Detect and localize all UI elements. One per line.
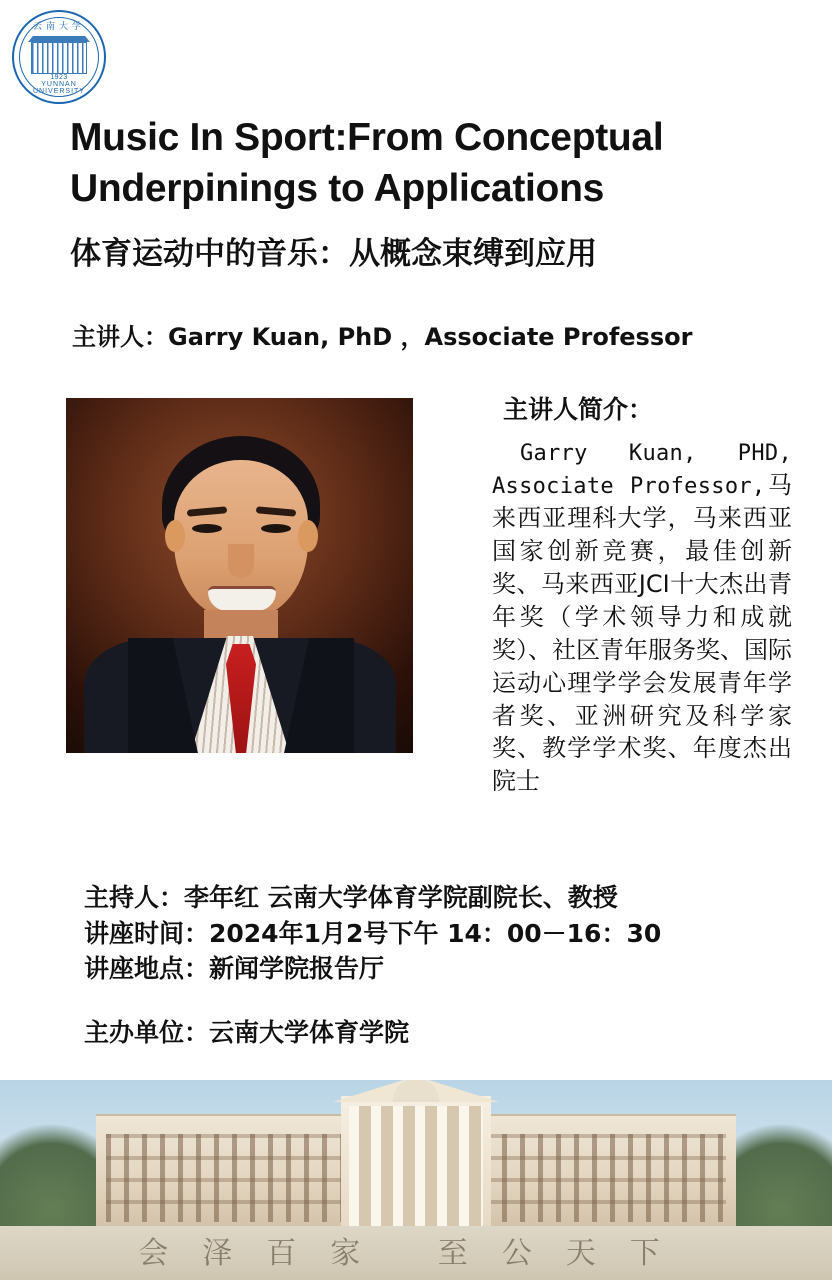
logo-founding-year: 1923 — [50, 74, 68, 81]
lecture-details — [84, 880, 784, 1050]
portrait-eye-right — [261, 524, 291, 533]
detail-organizer: 主办单位：云南大学体育学院 — [84, 1017, 410, 1047]
logo-chinese-name: 云南大学 — [32, 22, 85, 32]
speaker-line: 主讲人：Garry Kuan, PhD ，Associate Professor — [72, 323, 693, 351]
bio-latin-text: Garry Kuan, PHD, Associate Professor, — [492, 441, 792, 500]
footer-columns — [349, 1106, 483, 1228]
lecture-title-chinese: 体育运动中的音乐：从概念束缚到应用 — [70, 236, 597, 272]
speaker-portrait — [66, 398, 413, 753]
logo-seal — [12, 10, 106, 104]
campus-building-image — [0, 1080, 832, 1280]
lecture-title-english: Music In Sport:From Conceptual Underpinings to Applications — [70, 116, 664, 211]
university-logo — [8, 8, 156, 108]
detail-host: 主持人：李年红 云南大学体育学院副院长、教授 — [84, 883, 618, 912]
portrait-ear-left — [165, 520, 185, 552]
portrait-mouth — [208, 586, 276, 611]
footer-building-portico — [341, 1096, 491, 1228]
bio-heading: 主讲人简介： — [503, 395, 654, 424]
portrait-eye-left — [192, 524, 222, 533]
logo-english-name: YUNNAN UNIVERSITY — [32, 81, 85, 95]
portrait-nose — [228, 544, 254, 578]
portrait-ear-right — [298, 520, 318, 552]
bio-chinese-text: 马来西亚理科大学，马来西亚国家创新竞赛，最佳创新奖、马来西亚JCI十大杰出青年奖（学术领导力和成就奖）、社区青年服务奖、国际运动心理学学会发展青年学者奖、亚洲研究及科学家奖、教学学术奖、年度杰出院士 — [492, 471, 792, 796]
footer-calligraphy: 会泽百家 至公天下 — [138, 1236, 694, 1271]
logo-gate-icon — [31, 42, 87, 74]
detail-place: 讲座地点：新闻学院报告厅 — [84, 954, 385, 983]
bio-body — [492, 436, 792, 798]
detail-time: 讲座时间：2024年1月2号下午 14：00－16：30 — [84, 918, 662, 948]
